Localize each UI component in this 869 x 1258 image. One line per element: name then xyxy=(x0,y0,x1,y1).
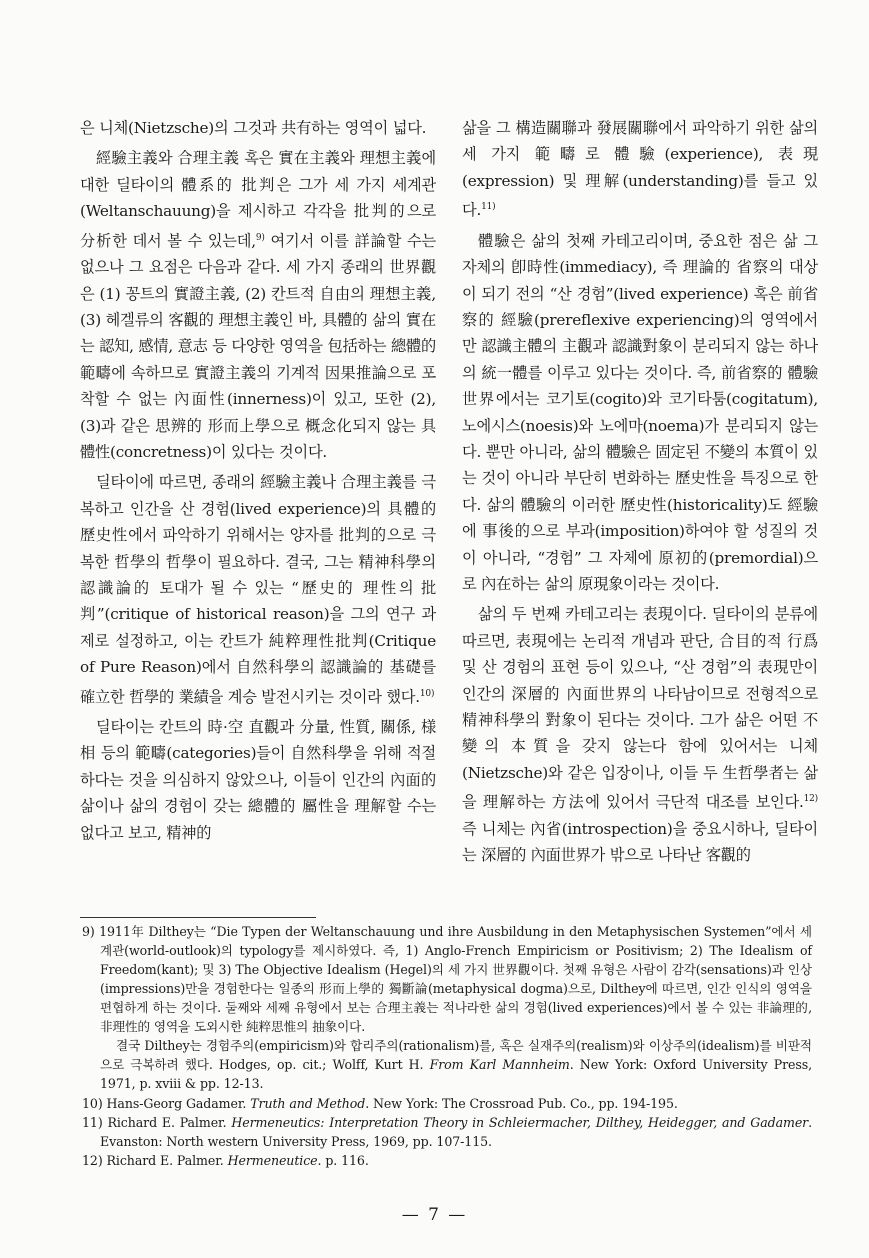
footnote-11 xyxy=(82,1113,812,1151)
paragraph: 은 니체(Nietzsche)의 그것과 共有하는 영역이 넓다. xyxy=(80,119,427,137)
paragraph-text: 삶의 두 번째 카테고리는 表現이다. 딜타이의 분류에 따르면, 表現에는 논리적 개념과 판단, 合目的적 行爲 및 산 경험의 표현 등이 있으나, “산 경험”의 表現만이 인간의 深層的 內面世界의 나타남이므로 전형적으로 精神科學의 對象이 된다는 것이다. 그가 삶은 어떤 不變의 本質을 갖지 않는다 함에 있어서는 니체(Nietzsche)와 같은 입장이나, 이들 두 生哲學者는 삶을 理解하는 方法에 있어서 극단적 대조를 보인다. xyxy=(462,605,818,812)
footnote-10 xyxy=(82,1094,812,1113)
footnote-12 xyxy=(82,1151,812,1170)
footnote-ref: 11) xyxy=(481,202,496,213)
paragraph xyxy=(80,469,436,710)
book-title: Hermeneutice xyxy=(227,1153,318,1168)
paragraph-text: 여기서 이를 詳論할 수는 없으나 그 요점은 다음과 같다. 세 가지 종래의 世界觀은 (1) 꽁트의 實證主義, (2) 칸트적 自由의 理想主義, (3) 헤겔류의 客觀的 理想主義인 바, 具體的 삶의 實在는 認知, 感情, 意志 등 다양한 영역을 包括하는 總體的 範疇에 속하므로 實證主義의 기계적 因果推論으로 포착할 수 없는 內面性(innerness)이 있고, 또한 (2), (3)과 같은 思辨的 形而上學으로 概念化되지 않는 具體性(concretness)이 있다는 것이다. xyxy=(80,231,436,461)
paragraph-text: 經驗主義와 合理主義 혹은 實在主義와 理想主義에 대한 딜타이의 體系的 批判은 그가 세 가지 세계관(Weltanschauung)을 제시하고 각각을 批判的으로 分析한 데서 볼 수 있는데, xyxy=(80,149,436,250)
footnote-ref: 9) xyxy=(255,232,265,243)
paragraph xyxy=(462,601,818,868)
footnote-text: 12) Richard E. Palmer. xyxy=(82,1153,228,1168)
footnote-text: 11) Richard E. Palmer. xyxy=(82,1115,232,1130)
footnote-text: 결국 Dilthey는 경험주의(empiricism)와 합리주의(rationalism)를, 혹은 실재주의(realism)와 이상주의(idealism)를 비판적으로 극복하려 했다. Hodges, op. cit.; Wolff, Kurt H. xyxy=(100,1038,812,1072)
left-column xyxy=(80,115,436,846)
footnotes xyxy=(82,922,812,1170)
footnote-ref: 10) xyxy=(419,688,435,699)
footnote-text: 10) Hans-Georg Gadamer. xyxy=(82,1096,251,1111)
book-title: From Karl Mannheim xyxy=(429,1057,570,1072)
footnote-text: . New York: The Crossroad Pub. Co., pp. 194-195. xyxy=(365,1096,678,1111)
paragraph xyxy=(462,115,818,224)
footnote-text: . Evanston: North western University Press, 1969, pp. 107-115. xyxy=(100,1115,812,1149)
footnote-9-continued xyxy=(82,1036,812,1093)
right-column xyxy=(462,115,818,869)
paragraph: 體驗은 삶의 첫째 카테고리이며, 중요한 점은 삶 그 자체의 卽時性(immediacy), 즉 理論的 省察의 대상이 되기 전의 “산 경험”(lived experience) 혹은 前省察的 經驗(prereflexive experiencing)의 영역에서만 認識主體의 主觀과 認識對象이 분리되지 않는 하나의 統一體를 이루고 있다는 것이다. 즉, 前省察的 體驗世界에서는 코기토(cogito)와 코기타툼(cogitatum), 노에시스(noesis)와 노에마(noema)가 분리되지 않는다. 뿐만 아니라, 삶의 體驗은 固定된 不變의 本質이 있는 것이 아니라 부단히 변화하는 歷史性을 특징으로 한다. 삶의 體驗의 이러한 歷史性(historicality)도 經驗에 事後的으로 부과(imposition)하여야 할 성질의 것이 아니라, “경험” 그 자체에 原初的(premordial)으로 內在하는 삶의 原現象이라는 것이다. xyxy=(462,231,818,593)
footnote-ref: 12) xyxy=(803,794,818,805)
paragraph-text: 즉 니체는 內省(introspection)을 중요시하나, 딜타이는 深層的 內面世界가 밖으로 나타난 客觀的 xyxy=(462,819,818,865)
footnote-9: 9) 1911年 Dilthey는 “Die Typen der Weltanschauung und ihre Ausbildung in den Metaphysischen Systemen”에서 세계관(world-outlook)의 typology를 제시하였다. 즉, 1) Anglo-French Empiricism or Positivism; 2) The Idealism of Freedom(kant); 및 3) The Objective Idealism (Hegel)의 세 가지 世界觀이다. 첫째 유형은 사람이 감각(sensations)과 인상(impressions)만을 경험한다는 일종의 形而上學的 獨斷論(metaphysical dogma)으로, Dilthey에 따르면, 인간 인식의 영역을 편협하게 하는 것이다. 둘째와 세째 유형에서 보는 合理主義는 적나라한 삶의 경험(lived experiences)에서 볼 수 있는 非論理的, 非理性的 영역을 도외시한 純粹思惟의 抽象이다. xyxy=(82,924,812,1034)
footnote-text: . p. 116. xyxy=(317,1153,369,1168)
footnote-text: . New York: Oxford University Press, 1971, p. xviii & pp. 12-13. xyxy=(100,1057,812,1091)
paragraph xyxy=(80,145,436,465)
book-title: Hermeneutics: Interpretation Theory in Schleiermacher, Dilthey, Heidegger, and Gadamer xyxy=(231,1115,809,1130)
footnote-divider xyxy=(80,917,316,918)
book-title: Truth and Method xyxy=(250,1096,366,1111)
page-number: — 7 — xyxy=(401,1205,468,1225)
paragraph: 딜타이는 칸트의 時·空 直觀과 分量, 性質, 關係, 様相 등의 範疇(categories)들이 自然科學을 위해 적절하다는 것을 의심하지 않았으나, 이들이 인간의 內面的 삶이나 삶의 경험이 갖는 總體的 屬性을 理解할 수는 없다고 보고, 精神的 xyxy=(80,718,436,842)
paragraph-text: 삶을 그 構造關聯과 發展關聯에서 파악하기 위한 삶의 세 가지 範疇로 體驗(experience), 表現(expression) 및 理解(understanding)를 들고 있다. xyxy=(462,119,818,220)
paragraph-text: 딜타이에 따르면, 종래의 經驗主義나 合理主義를 극복하고 인간을 산 경험(lived experience)의 具體的 歷史性에서 파악하기 위해서는 양자를 批判的으로 극복한 哲學의 哲學이 필요하다. 결국, 그는 精神科學의 認識論的 토대가 될 수 있는 “歷史的 理性의 批判”(critique of historical reason)을 그의 연구 과제로 설정하고, 이는 칸트가 純粹理性批判(Critique of Pure Reason)에서 自然科學의 認識論的 基礎를 確立한 哲學的 業績을 계승 발전시키는 것이라 했다. xyxy=(80,473,436,706)
